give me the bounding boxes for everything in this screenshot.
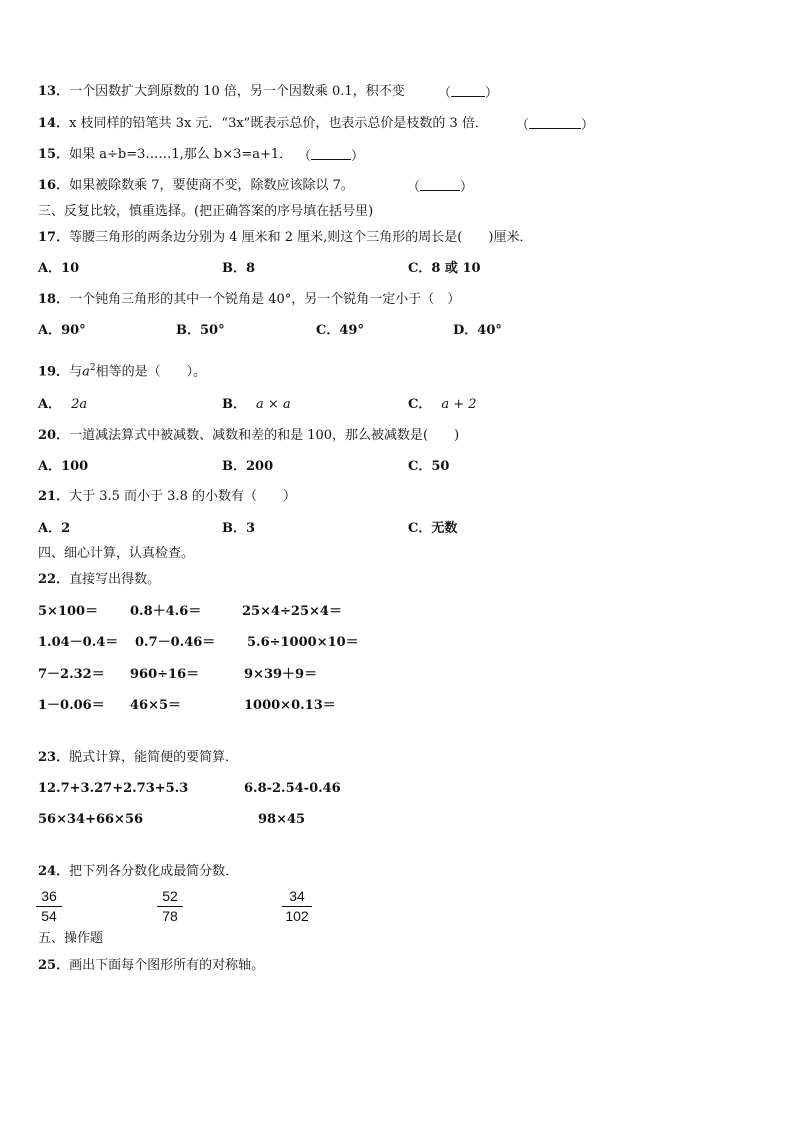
option-b[interactable]: B． a × a — [222, 397, 291, 412]
numerator: 52 — [162, 888, 178, 904]
question-number: 21． — [38, 489, 70, 504]
calc-item: 0.8＋4.6＝ — [130, 604, 202, 619]
option-b[interactable]: B．3 — [222, 521, 256, 536]
option-a[interactable]: A．10 — [38, 261, 80, 276]
answer-blank-14[interactable]: （ ） — [516, 118, 595, 133]
question-text: x 枝同样的铅笔共 3x 元．“3x”既表示总价，也表示总价是枝数的 3 倍． — [69, 116, 488, 131]
question-19: 19．与$a^2$相等的是（ ）。 — [38, 363, 207, 380]
option-c[interactable]: C．8 或 10 — [408, 261, 481, 276]
option-b[interactable]: B．50° — [176, 323, 225, 338]
question-20 — [38, 428, 459, 444]
numerator: 34 — [289, 888, 305, 904]
calc-item: 0.7－0.46＝ — [135, 635, 216, 650]
option-b[interactable]: B．200 — [222, 459, 274, 474]
calc-item: 7－2.32＝ — [38, 667, 105, 682]
question-16 — [38, 178, 354, 194]
section-heading-3: 三、反复比较，慎重选择。(把正确答案的序号填在括号里) — [38, 204, 374, 219]
option-a[interactable]: A． 2a — [38, 397, 88, 412]
question-number: 18． — [38, 292, 70, 307]
question-number: 17． — [38, 230, 70, 245]
calc-item: 1.04－0.4＝ — [38, 635, 119, 650]
question-text: 画出下面每个图形所有的对称轴。 — [69, 958, 265, 973]
question-17 — [38, 230, 532, 246]
answer-blank-16[interactable]: （ ） — [407, 180, 474, 195]
exponent: 2 — [89, 363, 96, 373]
question-25 — [38, 958, 264, 974]
fraction — [282, 888, 312, 924]
question-text: 一道减法算式中被减数、减数和差的和是 100，那么被减数是( ) — [69, 428, 460, 443]
question-24 — [38, 864, 238, 880]
calc-item: 46×5＝ — [130, 698, 182, 713]
question-text: 脱式计算，能简便的要简算． — [69, 750, 239, 765]
question-number: 15． — [38, 147, 70, 162]
question-number: 19． — [38, 364, 70, 380]
question-text: 等腰三角形的两条边分别为 4 厘米和 2 厘米,则这个三角形的周长是( )厘米． — [69, 230, 533, 245]
calc-item: 1－0.06＝ — [38, 698, 105, 713]
option-b[interactable]: B．8 — [222, 261, 256, 276]
calc-item: 960÷16＝ — [130, 667, 200, 682]
question-23 — [38, 750, 238, 766]
variable-a: a — [82, 364, 90, 380]
fraction-bar — [282, 906, 312, 907]
question-text: 一个钝角三角形的其中一个锐角是 40°，另一个锐角一定小于（ ） — [69, 292, 461, 307]
denominator: 102 — [285, 908, 309, 924]
option-a[interactable]: A．90° — [38, 323, 86, 338]
question-15 — [38, 147, 292, 163]
option-a[interactable]: A．2 — [38, 521, 71, 536]
calc-item: 25×4÷25×4＝ — [242, 604, 342, 619]
question-13 — [38, 84, 405, 100]
denominator: 78 — [162, 908, 178, 924]
fraction — [157, 888, 183, 924]
question-number: 20． — [38, 428, 70, 443]
section-heading-4: 四、细心计算，认真检查。 — [38, 546, 195, 561]
question-14 — [38, 116, 488, 132]
question-number: 13． — [38, 84, 70, 99]
question-18 — [38, 292, 460, 308]
question-number: 16． — [38, 178, 70, 193]
option-c[interactable]: C．无数 — [408, 521, 458, 536]
question-number: 25． — [38, 958, 70, 973]
calc-item: 98×45 — [258, 812, 306, 827]
numerator: 36 — [41, 888, 57, 904]
calc-item: 9×39＋9＝ — [244, 667, 318, 682]
section-heading-5: 五、操作题 — [38, 931, 104, 946]
calc-item: 5.6÷1000×10＝ — [247, 635, 359, 650]
question-text: 直接写出得数。 — [69, 572, 161, 587]
question-number: 22． — [38, 572, 70, 587]
question-text: 大于 3.5 而小于 3.8 的小数有（ ） — [69, 489, 296, 504]
question-text: 一个因数扩大到原数的 10 倍，另一个因数乘 0.1，积不变 — [69, 84, 405, 99]
option-c[interactable]: C． a + 2 — [408, 397, 477, 412]
option-c[interactable]: C．50 — [408, 459, 450, 474]
fraction-bar — [157, 906, 183, 907]
question-number: 23． — [38, 750, 70, 765]
answer-blank-13[interactable]: （ ） — [438, 86, 499, 101]
fraction — [36, 888, 62, 924]
option-c[interactable]: C．49° — [316, 323, 364, 338]
calc-item: 12.7+3.27+2.73+5.3 — [38, 781, 189, 796]
question-text: 如果 a÷b=3……1,那么 b×3=a+1． — [69, 147, 293, 162]
denominator: 54 — [41, 908, 57, 924]
answer-blank-15[interactable]: （ ） — [298, 149, 365, 164]
question-text: 把下列各分数化成最简分数． — [69, 864, 239, 879]
question-number: 14． — [38, 116, 70, 131]
option-d[interactable]: D．40° — [453, 323, 502, 338]
calc-item: 5×100＝ — [38, 604, 99, 619]
fraction-bar — [36, 906, 62, 907]
question-21 — [38, 489, 296, 505]
calc-item: 6.8-2.54-0.46 — [244, 781, 341, 796]
calc-item: 56×34+66×56 — [38, 812, 144, 827]
option-a[interactable]: A．100 — [38, 459, 89, 474]
question-text: 如果被除数乘 7，要使商不变，除数应该除以 7。 — [69, 178, 354, 193]
calc-item: 1000×0.13＝ — [244, 698, 336, 713]
question-number: 24． — [38, 864, 70, 879]
question-22 — [38, 572, 160, 588]
